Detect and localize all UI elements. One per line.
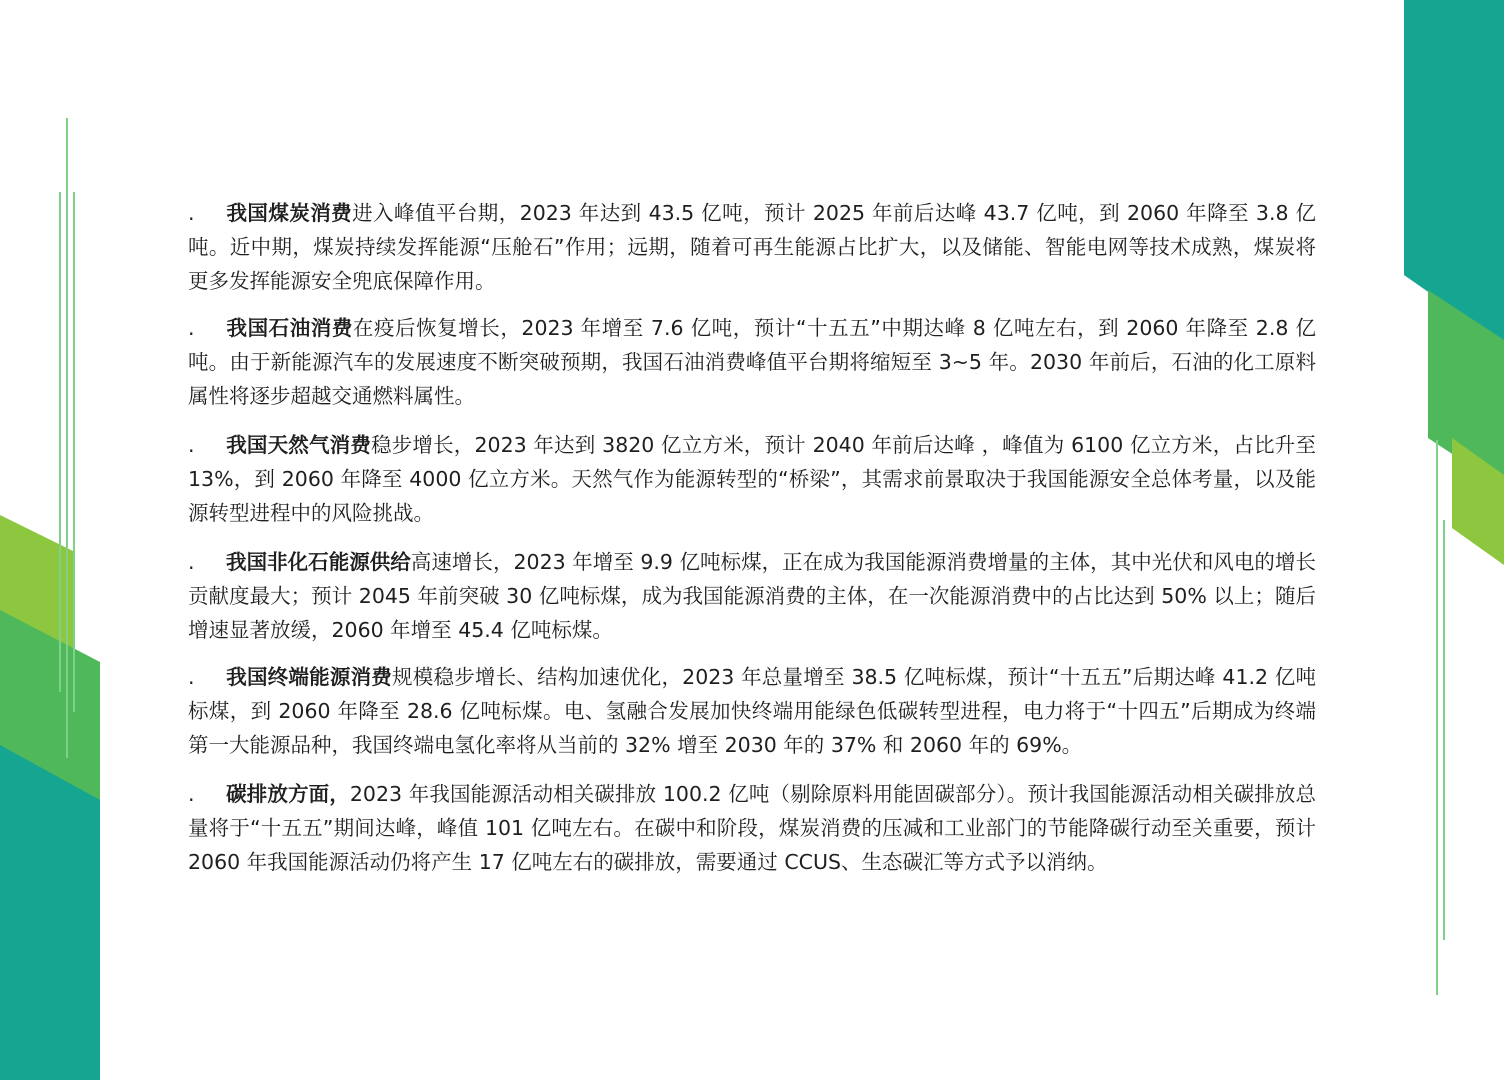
paragraph-body: 高速增长，2023 年增至 9.9 亿吨标煤，正在成为我国能源消费增量的主体，其中光伏和风电的增长贡献度最大；预计 2045 年前突破 30 亿吨标煤，成为我国能源消费的主体，在一次能源消费中的占比达到 50% 以上；随后增速显著放缓，2060 年增至 45.4 亿吨标煤。 [188,550,1316,642]
paragraph-lead: 碳排放方面， [226,782,350,806]
right-line-2 [1443,520,1445,940]
paragraph-coal [188,196,1316,298]
paragraph-oil [188,311,1316,413]
paragraph-non-fossil [188,545,1316,647]
paragraph-end-use [188,660,1316,762]
paragraph-body: 稳步增长，2023 年达到 3820 亿立方米，预计 2040 年前后达峰 ，峰值为 6100 亿立方米，占比升至 13%，到 2060 年降至 4000 亿立方米。天然气作为能源转型的“桥梁”，其需求前景取决于我国能源安全总体考量，以及能源转型进程中的风险挑战。 [188,433,1316,525]
left-teal-shape [0,745,100,1080]
paragraph-lead: 我国非化石能源供给 [226,550,411,574]
paragraph-lead: 我国终端能源消费 [226,665,393,689]
bullet-mark: . [188,665,195,689]
bullet-mark: . [188,433,195,457]
bullet-mark: . [188,550,195,574]
left-line-1 [66,118,68,758]
paragraph-carbon [188,777,1316,879]
left-line-3 [73,192,75,712]
paragraph-body: 规模稳步增长、结构加速优化，2023 年总量增至 38.5 亿吨标煤，预计“十五五”后期达峰 41.2 亿吨标煤，到 2060 年降至 28.6 亿吨标煤。电、氢融合发展加快终端用能绿色低碳转型进程，电力将于“十四五”后期成为终端第一大能源品种，我国终端电氢化率将从当前的 32% 增至 2030 年的 37% 和 2060 年的 69%。 [188,665,1317,757]
paragraph-lead: 我国天然气消费 [226,433,372,457]
left-line-2 [59,192,61,692]
paragraph-lead: 我国石油消费 [226,316,353,340]
bullet-mark: . [188,782,195,806]
paragraph-lead: 我国煤炭消费 [226,201,353,225]
right-teal-shape [1404,0,1504,345]
paragraph-body: 在疫后恢复增长，2023 年增至 7.6 亿吨，预计“十五五”中期达峰 8 亿吨左右，到 2060 年降至 2.8 亿吨。由于新能源汽车的发展速度不断突破预期，我国石油消费峰值平台期将缩短至 3~5 年。2030 年前后，石油的化工原料属性将逐步超越交通燃料属性。 [188,316,1316,408]
bullet-mark: . [188,316,195,340]
paragraph-body: 进入峰值平台期，2023 年达到 43.5 亿吨，预计 2025 年前后达峰 43.7 亿吨，到 2060 年降至 3.8 亿吨。近中期，煤炭持续发挥能源“压舱石”作用；远期，随着可再生能源占比扩大，以及储能、智能电网等技术成熟，煤炭将更多发挥能源安全兜底保障作用。 [188,201,1316,293]
right-line-1 [1436,440,1438,995]
paragraph-gas [188,428,1316,530]
paragraph-body: 2023 年我国能源活动相关碳排放 100.2 亿吨（剔除原料用能固碳部分）。预计我国能源活动相关碳排放总量将于“十五五”期间达峰，峰值 101 亿吨左右。在碳中和阶段，煤炭消费的压减和工业部门的节能降碳行动至关重要，预计 2060 年我国能源活动仍将产生 17 亿吨左右的碳排放，需要通过 CCUS、生态碳汇等方式予以消纳。 [188,782,1317,874]
bullet-mark: . [188,201,195,225]
main-content [188,196,1316,879]
